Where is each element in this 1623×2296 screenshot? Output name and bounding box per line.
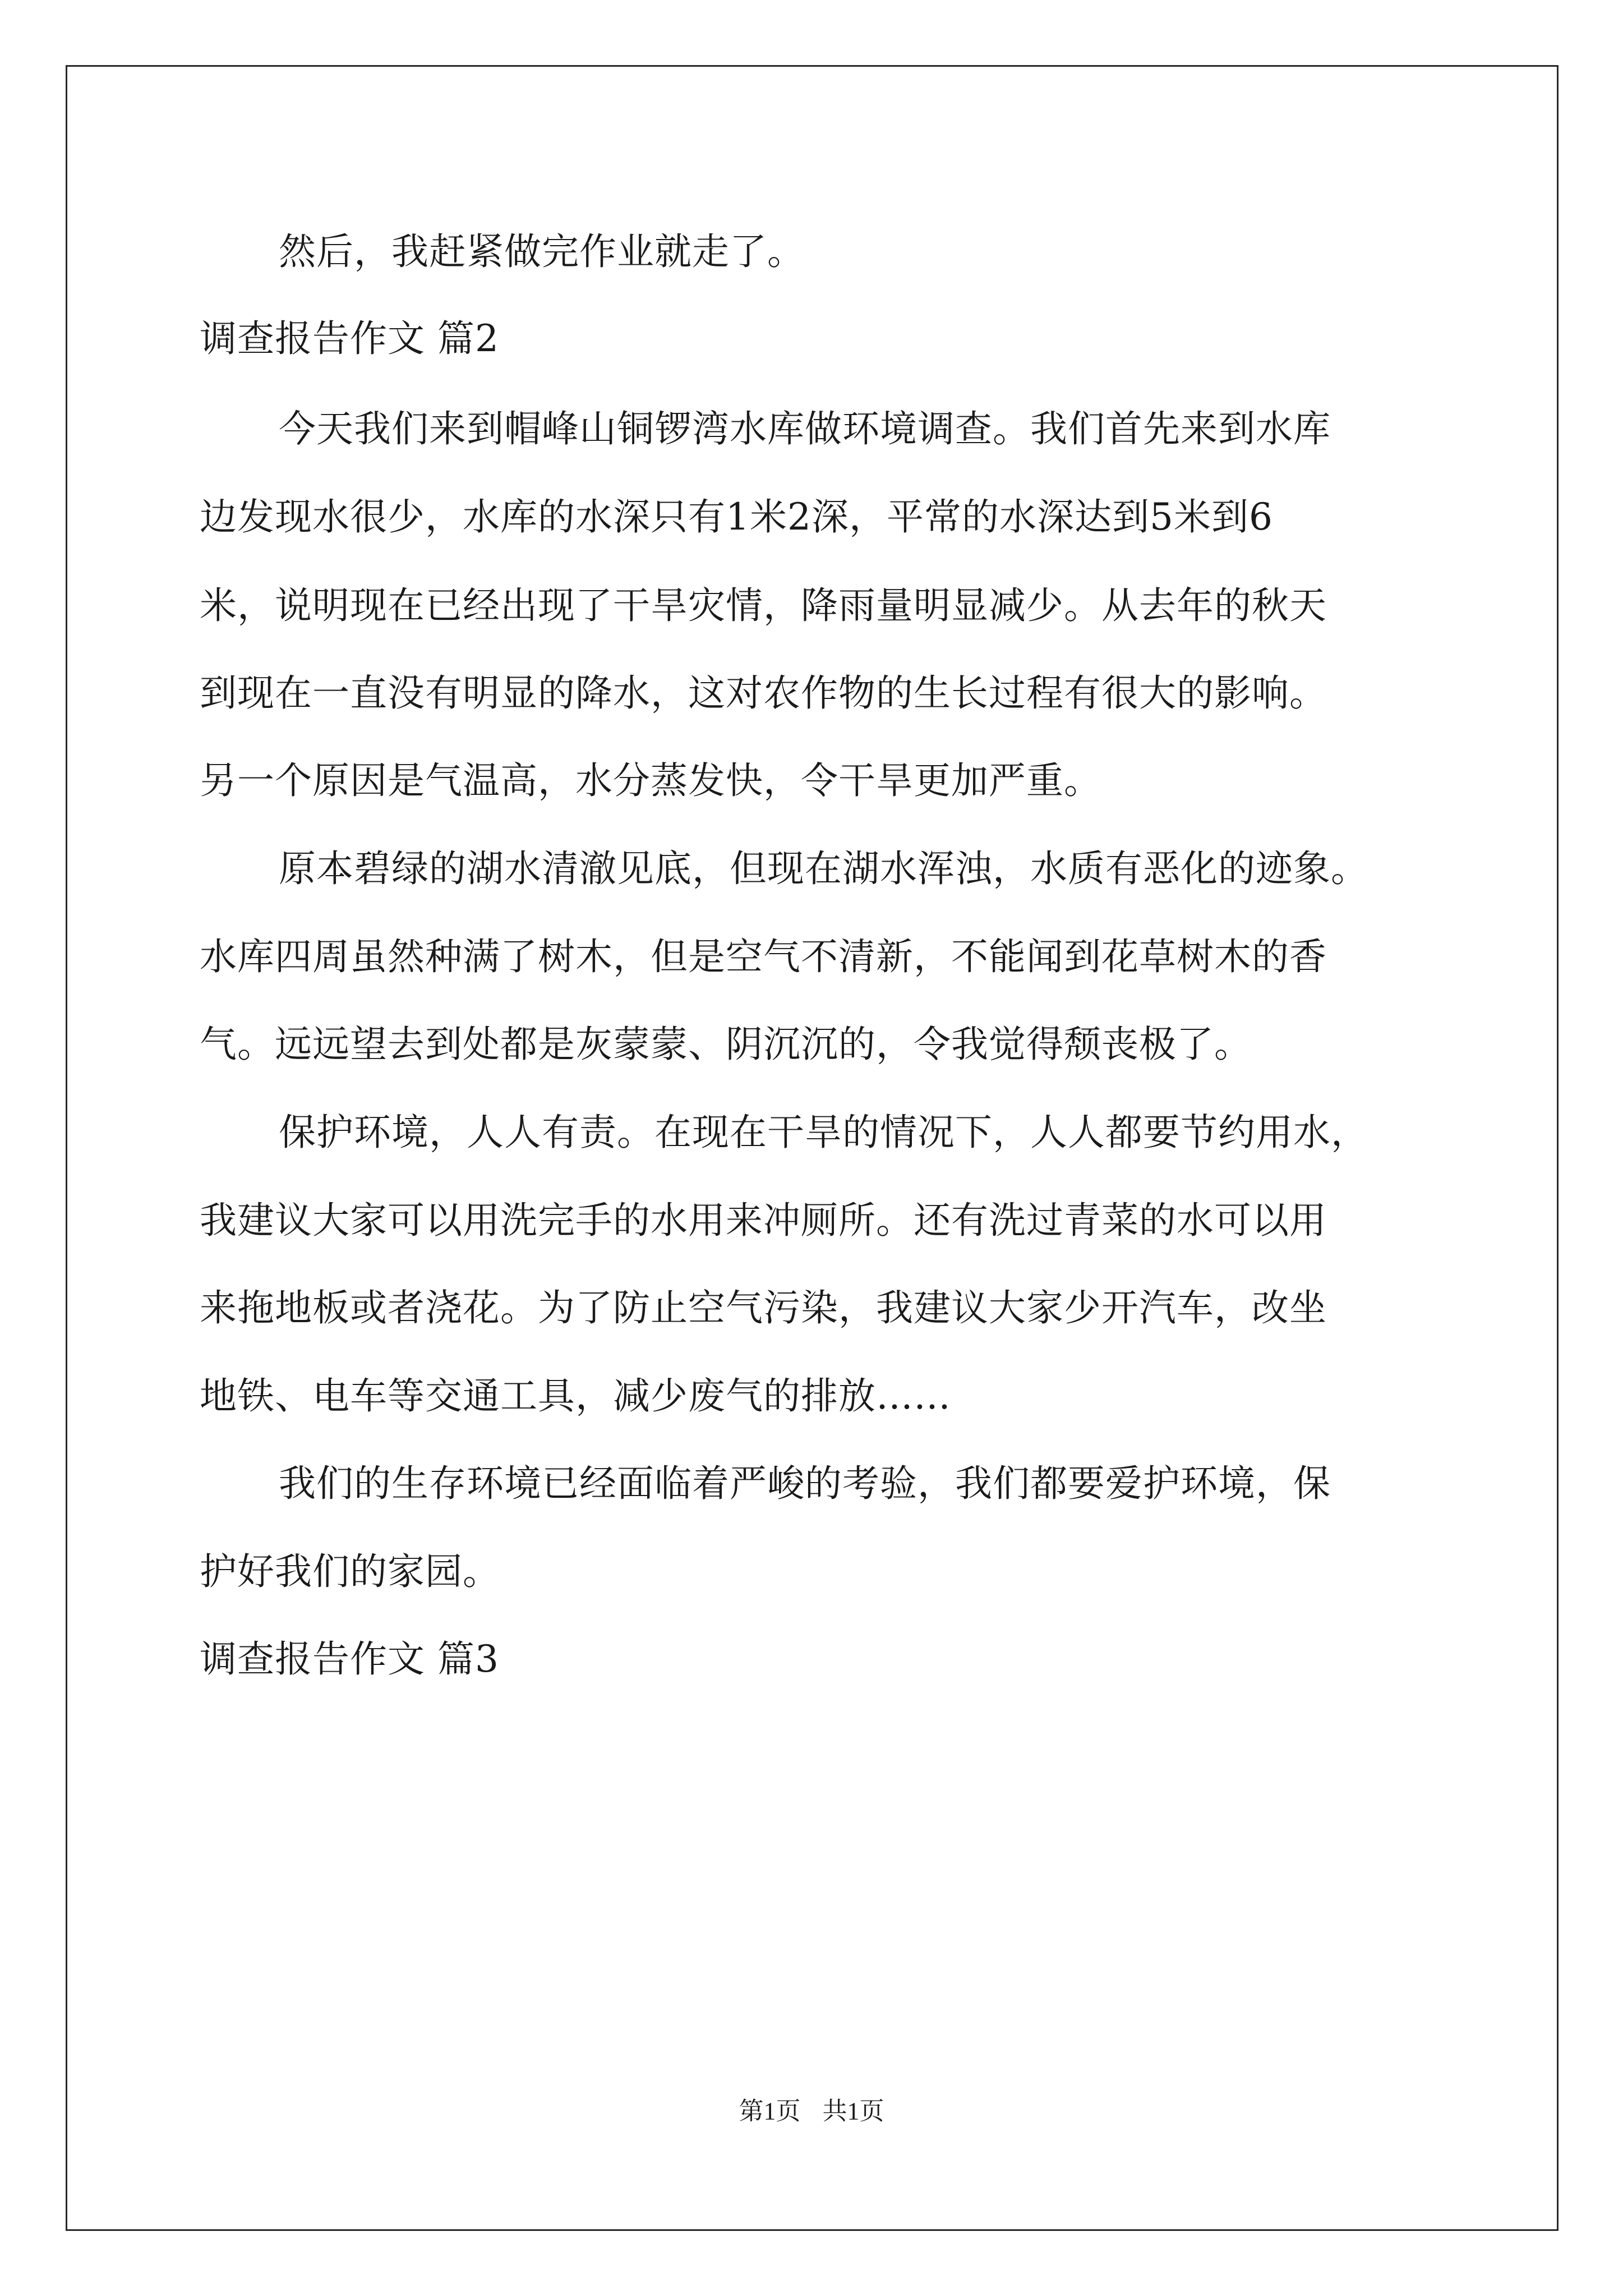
paragraph-line: 护好我们的家园。 [200, 1550, 500, 1593]
paragraph-line: 来拖地板或者浇花。为了防止空气污染，我建议大家少开汽车，改坐 [200, 1286, 1327, 1329]
section-heading: 调查报告作文 篇2 [200, 317, 499, 360]
paragraph-line: 今天我们来到帽峰山铜锣湾水库做环境调查。我们首先来到水库 [279, 407, 1331, 450]
paragraph-line: 我们的生存环境已经面临着严峻的考验，我们都要爱护环境，保 [279, 1462, 1331, 1505]
paragraph-line: 气。远远望去到处都是灰蒙蒙、阴沉沉的，令我觉得颓丧极了。 [200, 1023, 1252, 1066]
page-footer [0, 2096, 1623, 2127]
paragraph-line: 水库四周虽然种满了树木，但是空气不清新，不能闻到花草树木的香 [200, 935, 1327, 978]
paragraph-line: 另一个原因是气温高，水分蒸发快，令干旱更加严重。 [200, 759, 1101, 802]
paragraph-line: 我建议大家可以用洗完手的水用来冲厕所。还有洗过青菜的水可以用 [200, 1199, 1327, 1242]
paragraph-line: 地铁、电车等交通工具，减少废气的排放…… [200, 1374, 951, 1418]
page-number: 第1页 [739, 2097, 801, 2125]
paragraph-line: 原本碧绿的湖水清澈见底，但现在湖水浑浊，水质有恶化的迹象。 [279, 847, 1368, 890]
paragraph-line: 然后，我赶紧做完作业就走了。 [279, 230, 805, 273]
paragraph-line: 到现在一直没有明显的降水，这对农作物的生长过程有很大的影响。 [200, 671, 1327, 715]
paragraph-line: 边发现水很少，水库的水深只有1米2深，平常的水深达到5米到6 [200, 495, 1273, 539]
section-heading: 调查报告作文 篇3 [200, 1637, 499, 1681]
paragraph-line: 米，说明现在已经出现了干旱灾情，降雨量明显减少。从去年的秋天 [200, 584, 1327, 627]
paragraph-line: 保护环境，人人有责。在现在干旱的情况下，人人都要节约用水， [279, 1111, 1368, 1154]
page-total: 共1页 [822, 2097, 884, 2125]
